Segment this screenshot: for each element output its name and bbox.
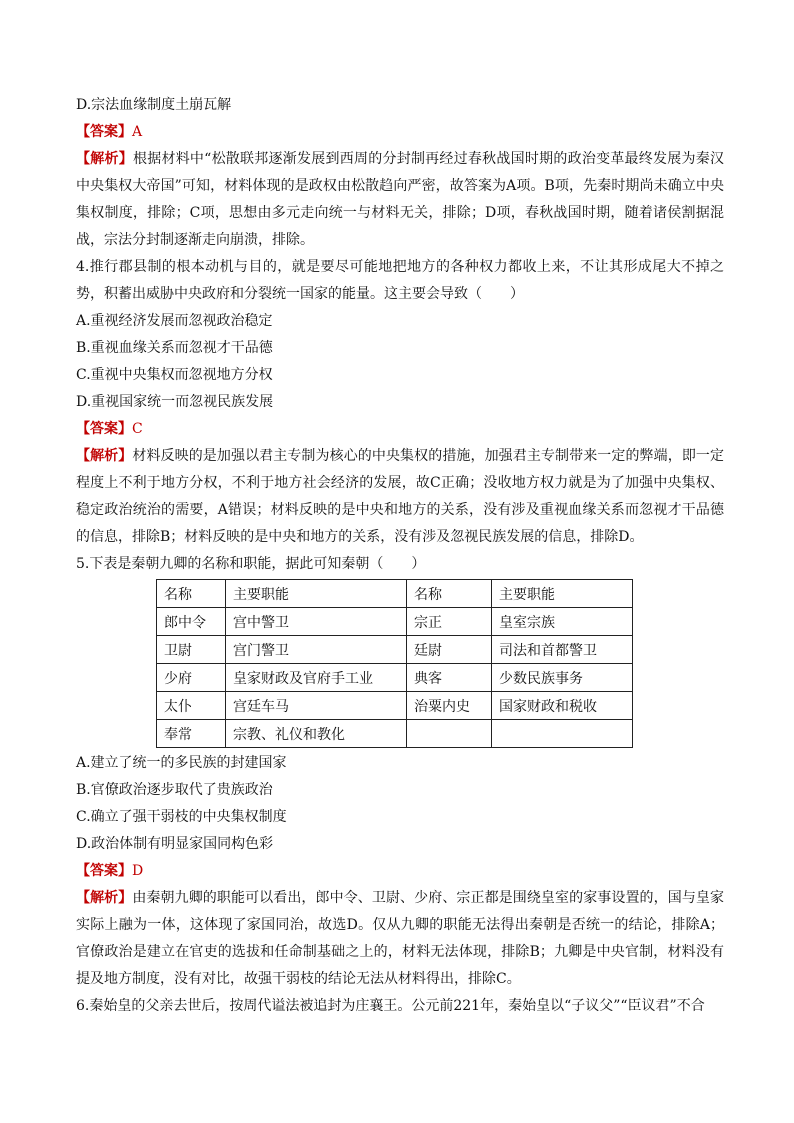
answer-value: A [132, 124, 143, 140]
table-cell: 少数民族事务 [492, 664, 633, 692]
q4-option-a: A.重视经济发展而忽视政治稳定 [76, 313, 273, 329]
document-page [76, 92, 724, 1020]
q5-stem: 5.下表是秦朝九卿的名称和职能，据此可知秦朝（ ） [76, 556, 426, 572]
q5-analysis [76, 885, 724, 993]
table-header-row [157, 580, 633, 608]
table-cell: 宫廷车马 [226, 692, 407, 720]
table-cell: 宗正 [407, 608, 492, 636]
table-cell: 宗教、礼仪和教化 [226, 720, 407, 748]
table-cell: 奉常 [157, 720, 226, 748]
analysis-text: 根据材料中“松散联邦逐渐发展到西周的分封制再经过春秋战国时期的政治变革最终发展为秦汉中央集权大帝国”可知，材料体现的是政权由松散趋向严密，故答案为A项。B项，先秦时期尚未确立中央集权制度，排除；C项，思想由多元走向统一与材料无关，排除；D项，春秋战国时期，随着诸侯割据混战，宗法分封制逐渐走向崩溃，排除。 [76, 151, 725, 248]
nine-ministers-table [156, 579, 633, 748]
table-row [157, 664, 633, 692]
q3-option-d: D.宗法血缘制度土崩瓦解 [76, 97, 232, 113]
answer-value: C [132, 421, 143, 437]
table-header-cell: 主要职能 [492, 580, 633, 608]
table-row [157, 720, 633, 748]
q4-option-c: C.重视中央集权而忽视地方分权 [76, 367, 273, 383]
table-row [157, 608, 633, 636]
answer-tag: 【答案】 [76, 421, 132, 437]
table-cell: 典客 [407, 664, 492, 692]
table-header-cell: 名称 [157, 580, 226, 608]
table-cell: 皇室宗族 [492, 608, 633, 636]
table-cell: 少府 [157, 664, 226, 692]
table-cell [492, 720, 633, 748]
q4-answer [76, 416, 724, 443]
table-cell: 国家财政和税收 [492, 692, 633, 720]
analysis-tag: 【解析】 [76, 890, 133, 906]
answer-tag: 【答案】 [76, 124, 132, 140]
table-cell: 卫尉 [157, 636, 226, 664]
q5-option-d: D.政治体制有明显家国同构色彩 [76, 836, 274, 852]
q5-option-c: C.确立了强干弱枝的中央集权制度 [76, 809, 287, 825]
table-cell: 太仆 [157, 692, 226, 720]
q4-option-d: D.重视国家统一而忽视民族发展 [76, 394, 274, 410]
table-header-cell: 名称 [407, 580, 492, 608]
answer-value: D [132, 863, 144, 879]
table-cell: 郎中令 [157, 608, 226, 636]
table-cell: 廷尉 [407, 636, 492, 664]
table-cell: 皇家财政及官府手工业 [226, 664, 407, 692]
answer-tag: 【答案】 [76, 863, 132, 879]
table-cell: 宫门警卫 [226, 636, 407, 664]
table-row [157, 636, 633, 664]
table-header-cell: 主要职能 [226, 580, 407, 608]
table-cell: 司法和首都警卫 [492, 636, 633, 664]
table-cell: 治粟内史 [407, 692, 492, 720]
q3-analysis [76, 146, 724, 254]
analysis-tag: 【解析】 [76, 448, 133, 464]
q4-analysis [76, 443, 724, 551]
q4-option-b: B.重视血缘关系而忽视才干品德 [76, 340, 273, 356]
analysis-text: 由秦朝九卿的职能可以看出，郎中令、卫尉、少府、宗正都是围绕皇室的家事设置的，国与皇家实际上融为一体，这体现了家国同治，故选D。仅从九卿的职能无法得出秦朝是否统一的结论，排除A；官僚政治是建立在官吏的选拔和任命制基础之上的，材料无法体现，排除B；九卿是中央官制，材料没有提及地方制度，没有对比，故强干弱枝的结论无法从材料得出，排除C。 [76, 890, 725, 987]
q6-stem: 6.秦始皇的父亲去世后，按周代谥法被追封为庄襄王。公元前221年，秦始皇以“子议父”“臣议君”不合 [76, 998, 705, 1014]
analysis-text: 材料反映的是加强以君主专制为核心的中央集权的措施，加强君主专制带来一定的弊端，即一定程度上不利于地方分权，不利于地方社会经济的发展，故C正确；没收地方权力就是为了加强中央集权、稳定政治统治的需要，A错误；材料反映的是中央和地方的关系，没有涉及重视血缘关系而忽视才干品德的信息，排除B；材料反映的是中央和地方的关系，没有涉及忽视民族发展的信息，排除D。 [76, 448, 725, 545]
q5-option-b: B.官僚政治逐步取代了贵族政治 [76, 782, 273, 798]
table-row [157, 692, 633, 720]
table-cell [407, 720, 492, 748]
q3-answer [76, 119, 724, 146]
q4-stem: 4.推行郡县制的根本动机与目的，就是要尽可能地把地方的各种权力都收上来，不让其形成尾大不掉之势，积蓄出威胁中央政府和分裂统一国家的能量。这主要会导致（ ） [76, 259, 724, 302]
table-cell: 宫中警卫 [226, 608, 407, 636]
q5-answer [76, 858, 724, 885]
q5-option-a: A.建立了统一的多民族的封建国家 [76, 755, 287, 771]
analysis-tag: 【解析】 [76, 151, 133, 167]
